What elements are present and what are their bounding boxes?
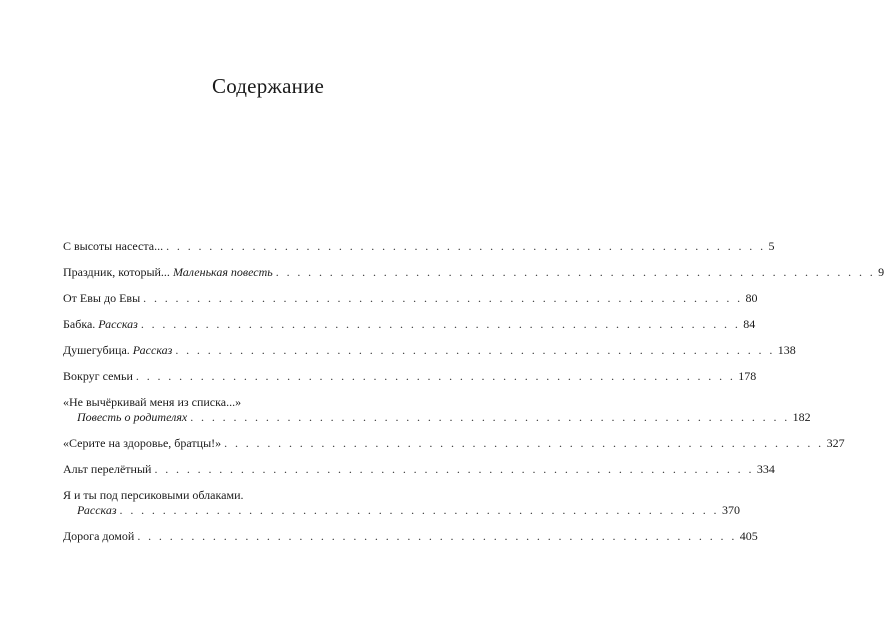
page-number: 182 xyxy=(792,410,811,424)
dot-leader: . . . . . . . . . . . . . . . . . . . . . . . . . . . . . . . . . . . . . . . . . . . . . . . . . . . . . . . . xyxy=(143,291,743,305)
toc-entry xyxy=(63,291,758,306)
entry-title: От Евы до Евы xyxy=(63,291,141,305)
dot-leader: . . . . . . . . . . . . . . . . . . . . . . . . . . . . . . . . . . . . . . . . . . . . . . . . . . . . . . . . xyxy=(190,410,790,424)
entry-subtitle: Маленькая повесть xyxy=(172,265,273,279)
contents-heading: Содержание xyxy=(212,74,325,98)
entry-title: Душегубица. xyxy=(63,343,130,357)
page-number: 84 xyxy=(743,317,756,331)
entry-title: «Серите на здоровье, братцы!» xyxy=(63,436,222,450)
page-number: 9 xyxy=(878,265,884,279)
dot-leader: . . . . . . . . . . . . . . . . . . . . . . . . . . . . . . . . . . . . . . . . . . . . . . . . . . . . . . . . xyxy=(166,239,766,253)
page-number: 405 xyxy=(739,529,758,543)
entry-subtitle: Рассказ xyxy=(77,503,117,517)
toc-entry xyxy=(63,436,845,451)
page-number: 138 xyxy=(777,343,796,357)
entry-title: Дорога домой xyxy=(63,529,135,543)
entry-title: Я и ты под персиковыми облаками. xyxy=(63,488,244,502)
page-number: 327 xyxy=(826,436,845,450)
dot-leader: . . . . . . . . . . . . . . . . . . . . . . . . . . . . . . . . . . . . . . . . . . . . . . . . . . . . . . . . xyxy=(135,369,736,383)
page-number: 80 xyxy=(745,291,758,305)
entry-title: Бабка. xyxy=(63,317,96,331)
toc-entry xyxy=(63,462,775,477)
page-number: 334 xyxy=(756,462,775,476)
toc-entry xyxy=(63,317,756,332)
dot-leader: . . . . . . . . . . . . . . . . . . . . . . . . . . . . . . . . . . . . . . . . . . . . . . . . . . . . . . . . xyxy=(224,436,824,450)
toc-entry xyxy=(63,265,884,280)
toc-entry xyxy=(63,488,740,518)
entry-title: С высоты насеста... xyxy=(63,239,164,253)
page-number: 370 xyxy=(721,503,740,517)
dot-leader: . . . . . . . . . . . . . . . . . . . . . . . . . . . . . . . . . . . . . . . . . . . . . . . . . . . . . . . . xyxy=(154,462,754,476)
toc-entry xyxy=(63,239,775,254)
toc-entry xyxy=(63,529,758,544)
page-number: 178 xyxy=(738,369,757,383)
toc-entry xyxy=(63,343,796,358)
entry-title: Альт перелётный xyxy=(63,462,152,476)
entry-title: Вокруг семьи xyxy=(63,369,133,383)
entry-title: «Не вычёркивай меня из списка...» xyxy=(63,395,242,409)
dot-leader: . . . . . . . . . . . . . . . . . . . . . . . . . . . . . . . . . . . . . . . . . . . . . . . . . . . . . . . . xyxy=(275,265,876,279)
dot-leader: . . . . . . . . . . . . . . . . . . . . . . . . . . . . . . . . . . . . . . . . . . . . . . . . . . . . . . . . xyxy=(175,343,775,357)
toc-entry xyxy=(63,369,757,384)
entry-subtitle: Повесть о родителях xyxy=(77,410,188,424)
toc-entry xyxy=(63,395,811,425)
dot-leader: . . . . . . . . . . . . . . . . . . . . . . . . . . . . . . . . . . . . . . . . . . . . . . . . . . . . . . . . xyxy=(137,529,737,543)
entry-subtitle: Рассказ xyxy=(132,343,173,357)
dot-leader: . . . . . . . . . . . . . . . . . . . . . . . . . . . . . . . . . . . . . . . . . . . . . . . . . . . . . . . . xyxy=(140,317,741,331)
entry-subtitle: Рассказ xyxy=(98,317,138,331)
entry-title: Праздник, который... xyxy=(63,265,170,279)
dot-leader: . . . . . . . . . . . . . . . . . . . . . . . . . . . . . . . . . . . . . . . . . . . . . . . . . . . . . . . . xyxy=(119,503,719,517)
page-number: 5 xyxy=(768,239,775,253)
